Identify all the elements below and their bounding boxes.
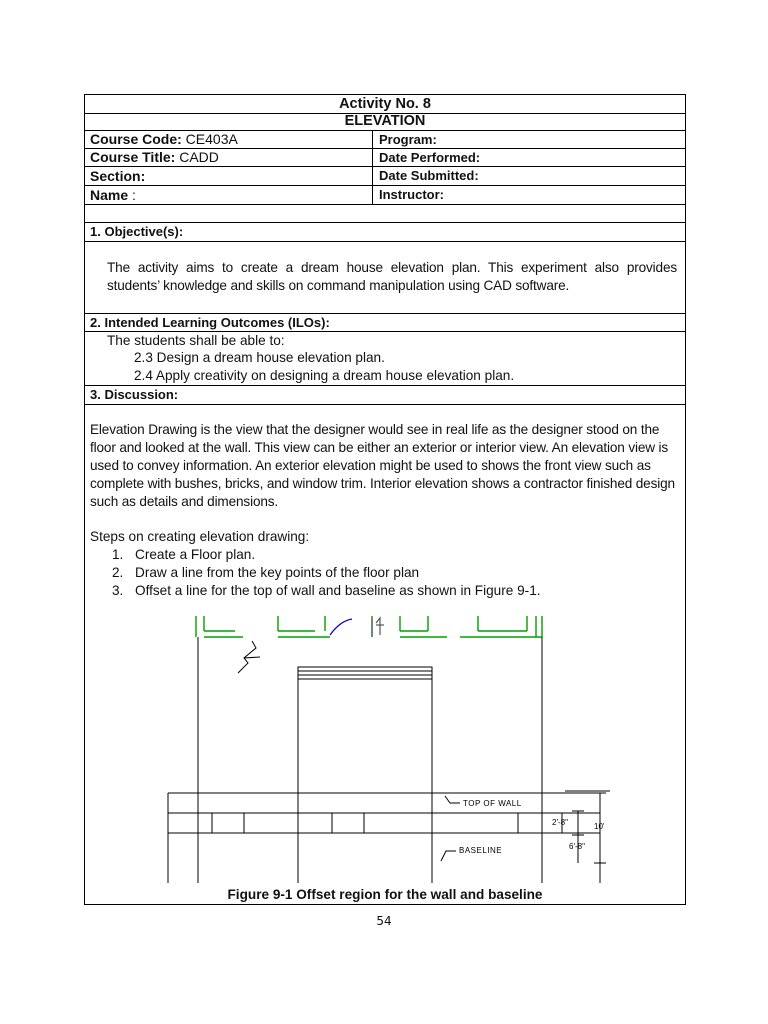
- info-column-divider: [372, 130, 373, 204]
- course-code-label: Course Code:: [90, 131, 182, 147]
- elevation-lines: [168, 637, 610, 883]
- ilo-item: 2.4 Apply creativity on designing a dream house elevation plan.: [134, 368, 515, 383]
- top-of-wall-label: TOP OF WALL: [463, 799, 522, 808]
- step-number: 3.: [112, 583, 124, 598]
- step-item: [112, 564, 419, 582]
- table-rule: [84, 404, 686, 405]
- discussion-heading: 3. Discussion:: [90, 387, 179, 402]
- dimension-small-label: 2'-8": [552, 818, 568, 827]
- activity-title: ELEVATION: [344, 113, 426, 129]
- date-submitted-label: Date Submitted:: [379, 168, 479, 183]
- table-rule: [84, 204, 686, 205]
- step-text: Offset a line for the top of wall and baseline as shown in Figure 9-1.: [135, 583, 541, 598]
- floor-plan-lines: [196, 616, 542, 637]
- course-title-label: Course Title:: [90, 149, 176, 165]
- program-label: Program:: [379, 132, 437, 147]
- name-row: [90, 186, 136, 204]
- step-text: Create a Floor plan.: [135, 547, 256, 562]
- course-title-row: [90, 148, 219, 166]
- ilos-intro: The students shall be able to:: [107, 333, 285, 348]
- elevation-figure: [160, 613, 610, 883]
- dimension-lower-label: 6'-8": [569, 842, 585, 851]
- course-title-value: CADD: [175, 149, 219, 165]
- dimension-total-label: 10': [594, 822, 605, 831]
- course-code-row: [90, 130, 238, 148]
- instructor-label: Instructor:: [379, 187, 444, 202]
- page-number: 54: [376, 914, 392, 928]
- step-number: 2.: [112, 565, 124, 580]
- activity-number: Activity No. 8: [339, 96, 431, 112]
- ilos-heading: 2. Intended Learning Outcomes (ILOs):: [90, 315, 330, 330]
- door-swing-icon: [330, 619, 352, 635]
- step-number: 1.: [112, 547, 124, 562]
- name-suffix: :: [128, 187, 136, 203]
- table-rule: [84, 241, 686, 242]
- figure-caption: Figure 9-1 Offset region for the wall and baseline: [227, 887, 543, 902]
- step-text: Draw a line from the key points of the floor plan: [135, 565, 420, 580]
- course-code-value: CE403A: [181, 131, 238, 147]
- section-label: Section:: [90, 168, 146, 184]
- door-symbol-icon: [372, 618, 384, 637]
- objectives-text: The activity aims to create a dream house elevation plan. This experiment also provides students’ knowledge and skills on command manipulation using CAD software.: [107, 260, 677, 293]
- ilo-item: 2.3 Design a dream house elevation plan.: [134, 350, 385, 365]
- step-item: [112, 546, 255, 564]
- discussion-paragraph: Elevation Drawing is the view that the designer would see in real life as the designer stood on the floor and looked at the wall. This view can be either an exterior or interior view. An elevation view is used to convey information. An exterior elevation might be used to shows the front view such as complete with bushes, bricks, and window trim. Interior elevation shows a contractor finished design such as details and dimensions.: [90, 422, 675, 509]
- steps-intro: Steps on creating elevation drawing:: [90, 529, 310, 544]
- date-performed-label: Date Performed:: [379, 150, 481, 165]
- baseline-label: BASELINE: [459, 846, 503, 855]
- step-item: [112, 582, 541, 600]
- objectives-heading: 1. Objective(s):: [90, 224, 184, 239]
- name-label: Name: [90, 187, 129, 203]
